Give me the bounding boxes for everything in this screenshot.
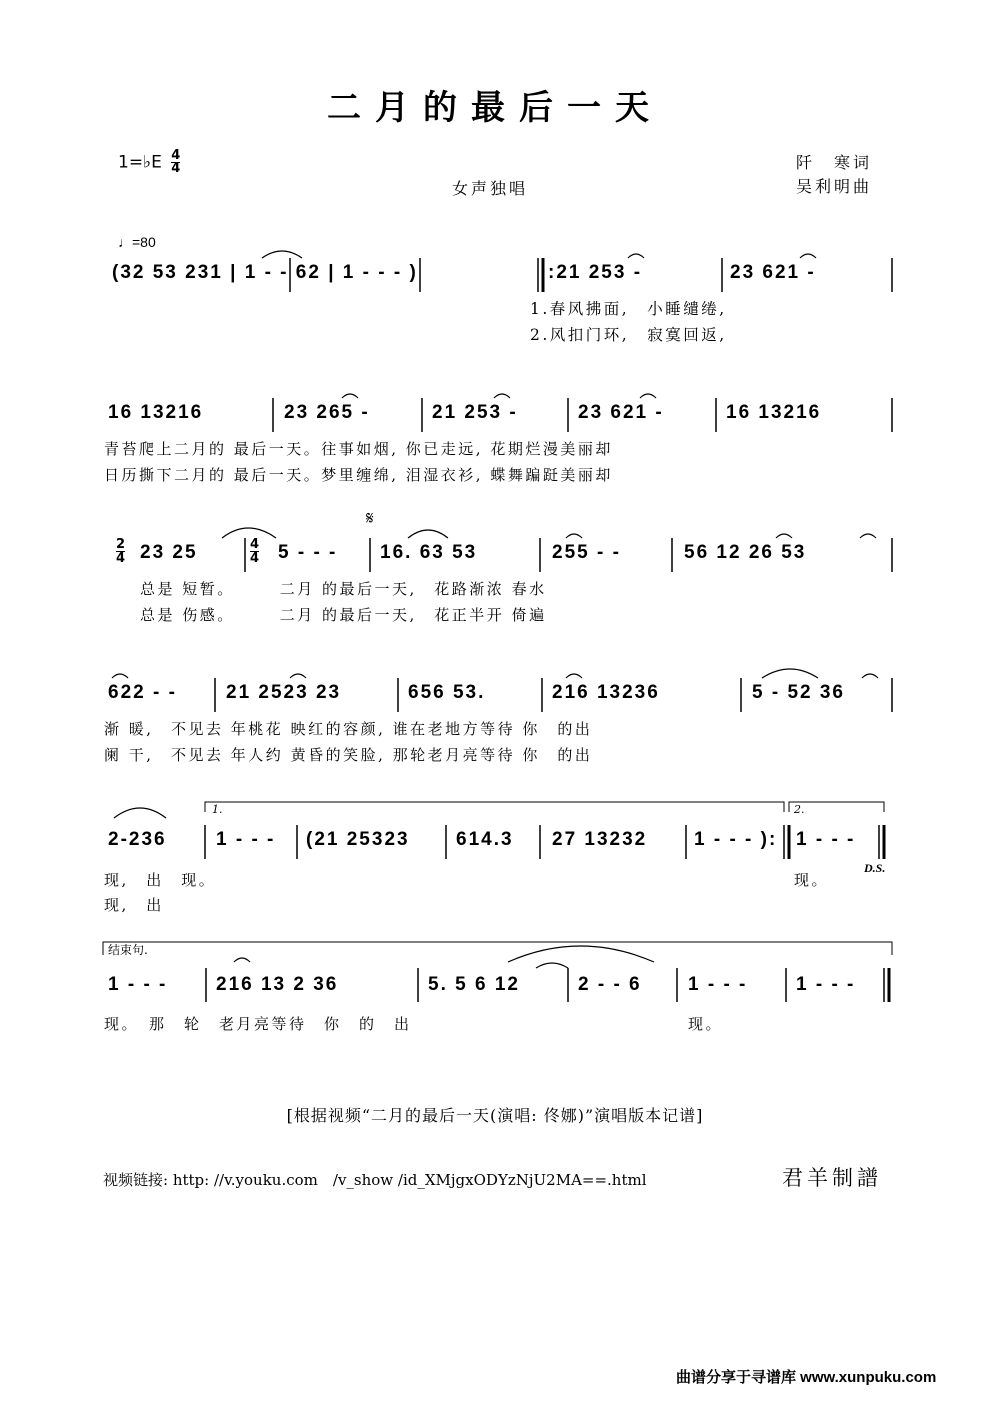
system-1-notes-b: :21 253 - (548, 262, 643, 283)
system-5-notes-g: 1 - - - (796, 829, 856, 850)
system-2-notes-b: 23 265 - (284, 402, 370, 423)
system-4-notes-e: 5 - 52 36 (752, 682, 845, 703)
system-2-notes-d: 23 621 - (578, 402, 664, 423)
system-1-notes-c: 23 621 - (730, 262, 816, 283)
video-link (103, 1169, 647, 1190)
system-6-notes-f: 1 - - - (796, 974, 856, 995)
time-sig-bottom: 4 (171, 161, 181, 176)
video-link-url[interactable]: http: //v.youku.com /v_show /id_XMjgxODYzNjU2MA==.html (172, 1171, 647, 1189)
composer: 吴利明曲 (796, 177, 873, 196)
volta-2-label: 2. (794, 803, 805, 816)
time-signature (171, 150, 180, 175)
system-6-notes-d: 2 - - 6 (578, 974, 642, 995)
system-3-lyric-2: 总是 伤感。 二月 的最后一天, 花正半开 倚遍 (140, 606, 547, 624)
system-5-lyric-2: 现, 出 (104, 896, 164, 914)
system-5-notes-e: 27 13232 (552, 829, 648, 850)
ds-marking: D.S. (864, 861, 886, 875)
system-6-lyric-1: 现。 那 轮 老月亮等待 你 的 出 (104, 1015, 412, 1033)
system-6-lyric-2: 现。 (688, 1015, 724, 1033)
system-4-notes-c: 656 53. (408, 682, 486, 703)
transcription-source-note: [根据视频“二月的最后一天(演唱: 佟娜)”演唱版本记谱] (286, 1106, 704, 1125)
transcriber-signature: 君羊制譜 (782, 1166, 882, 1190)
system-1-notes-a: (32 53 231 | 1 - - 62 | 1 - - - ) (112, 262, 418, 283)
system-3-notes-e: 56 12 26 53 (684, 542, 807, 563)
system-4-notes-b: 21 2523 23 (226, 682, 342, 703)
video-link-label: 视频链接: (103, 1171, 169, 1189)
system-4-lyric-1: 渐 暖, 不见去 年桃花 映红的容颜, 谁在老地方等待 你 的出 (104, 720, 593, 738)
system-2-notes-e: 16 13216 (726, 402, 822, 423)
system-3-notes-c: 16. 63 53 (380, 542, 478, 563)
system-3-notes-a: 23 25 (140, 542, 198, 563)
system-6-notes-b: 216 13 2 36 (216, 974, 339, 995)
lyricist: 阡 寒词 (796, 153, 873, 172)
system-6-notes-e: 1 - - - (688, 974, 748, 995)
system-2-notes-a: 16 13216 (108, 402, 204, 423)
segno-icon: 𝄋 (366, 508, 374, 529)
system-5-notes-b: 1 - - - (216, 829, 276, 850)
system-5-notes-f: 1 - - - ): (694, 829, 778, 850)
song-title: 二月的最后一天 (327, 88, 663, 128)
system-5-lyric-1: 现, 出 现。 (104, 871, 217, 889)
system-2-notes-c: 21 253 - (432, 402, 518, 423)
system-4-notes-d: 216 13236 (552, 682, 660, 703)
system-3-notes-d: 255 - - (552, 542, 621, 563)
system-4-lyric-2: 阑 干, 不见去 年人约 黄昏的笑脸, 那轮老月亮等待 你 的出 (104, 746, 593, 764)
key-signature (118, 150, 180, 175)
system-5-lyric-end: 现。 (794, 871, 830, 889)
time-change-2-4: 2 4 (116, 537, 126, 566)
key-label: 1=♭E (118, 152, 162, 173)
time-change-4-4: 4 4 (250, 537, 260, 566)
system-6-notes-a: 1 - - - (108, 974, 168, 995)
system-5-notes-a: 2-236 (108, 829, 167, 850)
performance-type: 女声独唱 (452, 179, 529, 198)
ending-label: 结束句. (108, 943, 148, 957)
system-6-notes-c: 5. 5 6 12 (428, 974, 520, 995)
tempo-marking: ♩=80 (118, 234, 156, 250)
system-5-notes-c: (21 25323 (306, 829, 410, 850)
system-2-lyric-1: 青苔爬上二月的 最后一天。往事如烟, 你已走远, 花期烂漫美丽却 (104, 440, 613, 458)
system-4-notes-a: 622 - - (108, 682, 177, 703)
system-3-lyric-1: 总是 短暂。 二月 的最后一天, 花路渐浓 春水 (140, 580, 547, 598)
site-footer[interactable]: 曲谱分享于寻谱库 www.xunpuku.com (676, 1369, 937, 1386)
system-5-notes-d: 614.3 (456, 829, 514, 850)
system-1-lyric-2: 2.风扣门环, 寂寞回返, (530, 326, 727, 344)
system-2-lyric-2: 日历撕下二月的 最后一天。梦里缠绵, 泪湿衣衫, 蝶舞蹁跹美丽却 (104, 466, 613, 484)
system-1-lyric-1: 1.春风拂面, 小睡缱绻, (530, 300, 727, 318)
time-sig-top: 4 (171, 148, 181, 163)
system-3-notes-b: 5 - - - (278, 542, 338, 563)
volta-1-label: 1. (212, 803, 223, 816)
